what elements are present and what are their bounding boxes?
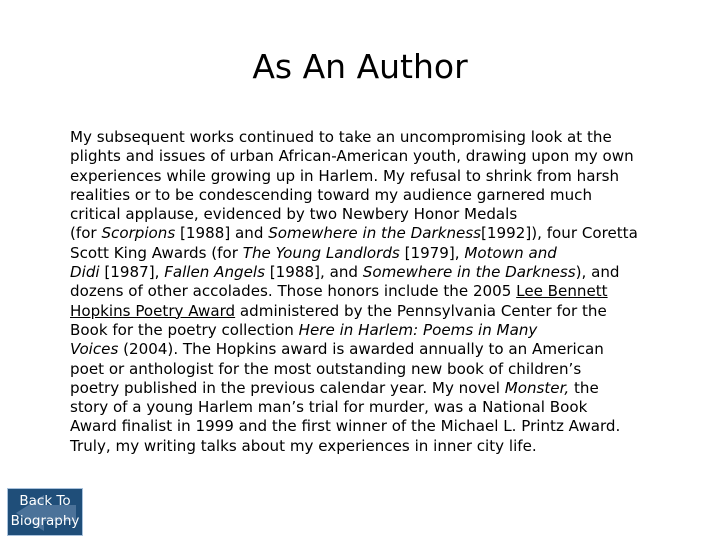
text-run: (2004). The Hopkins award is awarded annually to an American: [118, 340, 604, 359]
italic-title: Here in Harlem: Poems in Many: [298, 320, 538, 339]
paragraph-line: [70, 321, 686, 340]
italic-title: Somewhere in the Darkness: [362, 263, 576, 282]
italic-title: Motown and: [464, 243, 557, 262]
text-run: poet or anthologist for the most outstanding new book of children’s: [70, 359, 582, 378]
paragraph-line: [70, 302, 686, 321]
text-run: critical applause, evidenced by two Newbery Honor Medals: [70, 205, 518, 224]
text-run: ), and: [575, 263, 620, 282]
italic-title: Voices: [70, 340, 119, 359]
paragraph-line: [70, 282, 686, 301]
paragraph-line: [70, 128, 686, 147]
text-run: realities or to be condescending toward my audience garnered much: [70, 185, 593, 204]
italic-title: Monster,: [504, 378, 570, 397]
slide-title: As An Author: [252, 47, 468, 86]
paragraph-line: [70, 263, 686, 282]
text-run: dozens of other accolades. Those honors include the 2005: [70, 282, 517, 301]
text-run: [1992]), four Coretta: [481, 224, 638, 243]
paragraph-line: [70, 437, 686, 456]
text-run: [1979],: [399, 243, 465, 262]
back-to-biography-button[interactable]: [7, 488, 83, 536]
author-paragraph: [70, 128, 686, 456]
italic-title: The Young Landlords: [242, 243, 400, 262]
paragraph-line: [70, 224, 686, 243]
back-button-label-line1: Back To: [19, 493, 71, 509]
text-run: Award finalist in 1999 and the first winner of the Michael L. Printz Award.: [70, 417, 621, 436]
paragraph-line: [70, 186, 686, 205]
paragraph-line: [70, 417, 686, 436]
text-run: administered by the Pennsylvania Center for the: [235, 301, 607, 320]
paragraph-line: [70, 205, 686, 224]
text-run: My subsequent works continued to take an uncompromising look at the: [70, 128, 612, 146]
text-run: experiences while growing up in Harlem. My refusal to shrink from harsh: [70, 166, 620, 185]
paragraph-line: [70, 340, 686, 359]
paragraph-line: [70, 379, 686, 398]
back-button-label: [8, 491, 82, 531]
text-run: Scott King Awards (for: [70, 243, 243, 262]
text-run: (for: [70, 224, 102, 243]
paragraph-line: [70, 360, 686, 379]
text-run: [1988], and: [264, 263, 363, 282]
hopkins-award-link[interactable]: Hopkins Poetry Award: [70, 301, 236, 320]
italic-title: Scorpions: [101, 224, 176, 243]
paragraph-line: [70, 167, 686, 186]
text-run: Truly, my writing talks about my experiences in inner city life.: [70, 436, 537, 455]
italic-title: Fallen Angels: [164, 263, 265, 282]
italic-title: Didi: [70, 263, 100, 282]
text-run: story of a young Harlem man’s trial for murder, was a National Book: [70, 398, 588, 417]
paragraph-line: [70, 398, 686, 417]
italic-title: Somewhere in the Darkness: [268, 224, 482, 243]
text-run: [1988] and: [175, 224, 269, 243]
hopkins-award-link[interactable]: Lee Bennett: [516, 282, 608, 301]
text-run: plights and issues of urban African-American youth, drawing upon my own: [70, 147, 634, 166]
back-button-label-line2: Biography: [10, 513, 80, 529]
text-run: Book for the poetry collection: [70, 320, 299, 339]
paragraph-line: [70, 244, 686, 263]
text-run: poetry published in the previous calendar year. My novel: [70, 378, 505, 397]
text-run: the: [569, 378, 599, 397]
text-run: [1987],: [99, 263, 165, 282]
paragraph-line: [70, 147, 686, 166]
